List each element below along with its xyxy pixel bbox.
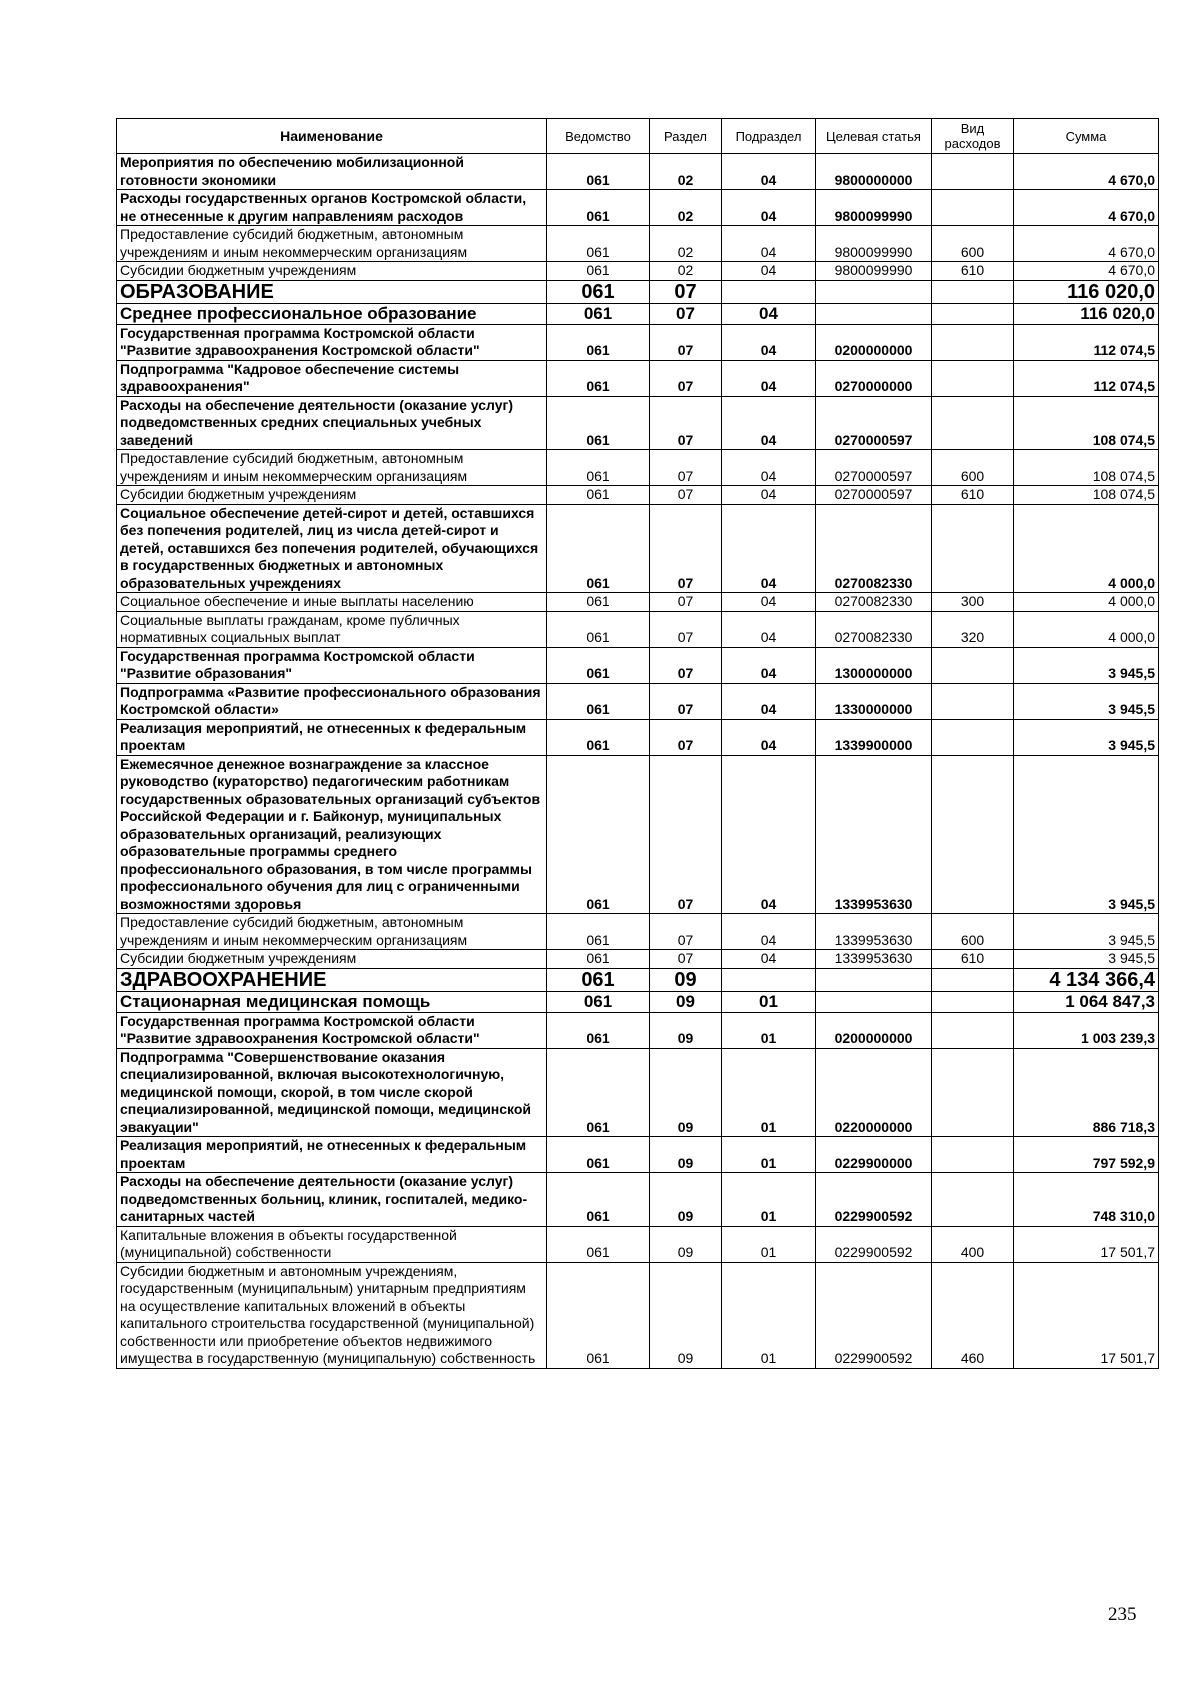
cell-summa: 4 134 366,4 [1014, 968, 1159, 991]
cell-summa: 1 003 239,3 [1014, 1012, 1159, 1048]
cell-vedomstvo: 061 [547, 593, 650, 612]
cell-vedomstvo: 061 [547, 360, 650, 396]
cell-summa: 3 945,5 [1014, 683, 1159, 719]
cell-celevaya: 0270000597 [816, 486, 932, 505]
cell-vid [932, 396, 1014, 450]
table-row [117, 450, 1159, 486]
cell-name: Субсидии бюджетным и автономным учреждениям, государственным (муниципальным) унитарным предприятиям на осуществление капитальных вложений в объекты капитального строительства государственной (муниципальной) собственности или приобретение объектов недвижимого имущества в государственную (муниципальную) собственность [117, 1262, 547, 1368]
cell-razdel: 07 [650, 324, 722, 360]
cell-vedomstvo: 061 [547, 755, 650, 914]
cell-podrazdel: 01 [722, 1262, 816, 1368]
cell-vid: 610 [932, 262, 1014, 281]
table-row [117, 360, 1159, 396]
cell-vid: 460 [932, 1262, 1014, 1368]
cell-celevaya: 0270000597 [816, 450, 932, 486]
table-row [117, 1137, 1159, 1173]
cell-vid [932, 1173, 1014, 1227]
cell-celevaya: 9800000000 [816, 154, 932, 190]
cell-celevaya [816, 968, 932, 991]
cell-name: Предоставление субсидий бюджетным, автономным учреждениям и иным некоммерческим организациям [117, 914, 547, 950]
cell-vedomstvo: 061 [547, 486, 650, 505]
cell-podrazdel: 04 [722, 719, 816, 755]
table-row [117, 226, 1159, 262]
cell-razdel: 02 [650, 226, 722, 262]
cell-name: Капитальные вложения в объекты государственной (муниципальной) собственности [117, 1226, 547, 1262]
cell-razdel: 07 [650, 280, 722, 303]
cell-celevaya: 1300000000 [816, 647, 932, 683]
cell-vid [932, 190, 1014, 226]
cell-podrazdel: 01 [722, 1226, 816, 1262]
cell-celevaya: 9800099990 [816, 190, 932, 226]
cell-celevaya: 0220000000 [816, 1048, 932, 1137]
cell-razdel: 09 [650, 968, 722, 991]
cell-vedomstvo: 061 [547, 991, 650, 1012]
cell-razdel: 09 [650, 991, 722, 1012]
cell-summa: 4 670,0 [1014, 154, 1159, 190]
cell-vid: 400 [932, 1226, 1014, 1262]
cell-summa: 112 074,5 [1014, 360, 1159, 396]
cell-vid: 600 [932, 450, 1014, 486]
cell-razdel: 07 [650, 683, 722, 719]
cell-vedomstvo: 061 [547, 154, 650, 190]
cell-vid [932, 647, 1014, 683]
cell-razdel: 07 [650, 719, 722, 755]
table-row [117, 154, 1159, 190]
table-row [117, 1048, 1159, 1137]
cell-razdel: 07 [650, 396, 722, 450]
cell-name: Субсидии бюджетным учреждениям [117, 262, 547, 281]
cell-razdel: 07 [650, 360, 722, 396]
table-row [117, 1262, 1159, 1368]
cell-summa: 4 000,0 [1014, 611, 1159, 647]
cell-razdel: 07 [650, 504, 722, 593]
cell-name: Мероприятия по обеспечению мобилизационной готовности экономики [117, 154, 547, 190]
cell-podrazdel: 04 [722, 611, 816, 647]
cell-summa: 3 945,5 [1014, 755, 1159, 914]
table-row [117, 719, 1159, 755]
cell-podrazdel: 04 [722, 755, 816, 914]
cell-summa: 3 945,5 [1014, 914, 1159, 950]
cell-celevaya: 0200000000 [816, 1012, 932, 1048]
cell-celevaya: 0270082330 [816, 593, 932, 612]
cell-celevaya: 0229900592 [816, 1226, 932, 1262]
cell-podrazdel: 01 [722, 1137, 816, 1173]
cell-vid [932, 1048, 1014, 1137]
cell-razdel: 09 [650, 1173, 722, 1227]
cell-vid: 610 [932, 950, 1014, 969]
cell-podrazdel: 04 [722, 950, 816, 969]
cell-summa: 3 945,5 [1014, 719, 1159, 755]
cell-summa: 108 074,5 [1014, 486, 1159, 505]
cell-razdel: 07 [650, 611, 722, 647]
table-row [117, 262, 1159, 281]
cell-summa: 3 945,5 [1014, 647, 1159, 683]
cell-name: ЗДРАВООХРАНЕНИЕ [117, 968, 547, 991]
cell-podrazdel: 04 [722, 683, 816, 719]
cell-podrazdel: 01 [722, 1173, 816, 1227]
cell-summa: 4 670,0 [1014, 190, 1159, 226]
cell-vedomstvo: 061 [547, 1012, 650, 1048]
cell-podrazdel: 04 [722, 396, 816, 450]
cell-summa: 797 592,9 [1014, 1137, 1159, 1173]
cell-vid [932, 1012, 1014, 1048]
cell-vid: 320 [932, 611, 1014, 647]
cell-vid: 600 [932, 226, 1014, 262]
table-row [117, 991, 1159, 1012]
cell-podrazdel [722, 968, 816, 991]
cell-summa: 108 074,5 [1014, 450, 1159, 486]
cell-name: Государственная программа Костромской области "Развитие здравоохранения Костромской области" [117, 324, 547, 360]
cell-summa: 116 020,0 [1014, 280, 1159, 303]
cell-name: Среднее профессиональное образование [117, 303, 547, 324]
header-razdel: Раздел [650, 119, 722, 154]
cell-razdel: 09 [650, 1012, 722, 1048]
cell-vid: 610 [932, 486, 1014, 505]
cell-celevaya [816, 303, 932, 324]
cell-podrazdel: 04 [722, 262, 816, 281]
cell-podrazdel: 04 [722, 303, 816, 324]
cell-celevaya [816, 991, 932, 1012]
cell-name: Субсидии бюджетным учреждениям [117, 950, 547, 969]
cell-podrazdel: 04 [722, 450, 816, 486]
cell-vedomstvo: 061 [547, 1137, 650, 1173]
cell-celevaya: 0229900592 [816, 1262, 932, 1368]
cell-razdel: 07 [650, 647, 722, 683]
cell-celevaya: 0200000000 [816, 324, 932, 360]
cell-vedomstvo: 061 [547, 647, 650, 683]
cell-vedomstvo: 061 [547, 226, 650, 262]
cell-podrazdel: 01 [722, 1048, 816, 1137]
header-summa: Сумма [1014, 119, 1159, 154]
cell-vid [932, 154, 1014, 190]
cell-summa: 3 945,5 [1014, 950, 1159, 969]
cell-razdel: 07 [650, 486, 722, 505]
cell-celevaya: 0270000597 [816, 396, 932, 450]
cell-podrazdel: 04 [722, 324, 816, 360]
cell-name: Реализация мероприятий, не отнесенных к федеральным проектам [117, 1137, 547, 1173]
table-row [117, 504, 1159, 593]
cell-vedomstvo: 061 [547, 719, 650, 755]
cell-name: Предоставление субсидий бюджетным, автономным учреждениям и иным некоммерческим организациям [117, 226, 547, 262]
header-vid: Вид расходов [932, 119, 1014, 154]
cell-summa: 748 310,0 [1014, 1173, 1159, 1227]
cell-name: Реализация мероприятий, не отнесенных к федеральным проектам [117, 719, 547, 755]
header-vedomstvo: Ведомство [547, 119, 650, 154]
cell-razdel: 09 [650, 1048, 722, 1137]
cell-name: Государственная программа Костромской области "Развитие здравоохранения Костромской области" [117, 1012, 547, 1048]
cell-name: Социальное обеспечение детей-сирот и детей, оставшихся без попечения родителей, лиц из числа детей-сирот и детей, оставшихся без попечения родителей, обучающихся в государственных бюджетных и автономных образовательных учреждениях [117, 504, 547, 593]
table-row [117, 968, 1159, 991]
cell-vedomstvo: 061 [547, 1048, 650, 1137]
cell-celevaya: 1339953630 [816, 914, 932, 950]
cell-celevaya: 0229900000 [816, 1137, 932, 1173]
cell-vedomstvo: 061 [547, 950, 650, 969]
cell-vedomstvo: 061 [547, 396, 650, 450]
cell-celevaya: 0270082330 [816, 504, 932, 593]
cell-name: Расходы на обеспечение деятельности (оказание услуг) подведомственных больниц, клиник, госпиталей, медико-санитарных частей [117, 1173, 547, 1227]
table-row [117, 950, 1159, 969]
cell-vedomstvo: 061 [547, 262, 650, 281]
cell-summa: 116 020,0 [1014, 303, 1159, 324]
cell-vedomstvo: 061 [547, 450, 650, 486]
cell-summa: 17 501,7 [1014, 1226, 1159, 1262]
cell-name: Подпрограмма "Кадровое обеспечение системы здравоохранения" [117, 360, 547, 396]
cell-vedomstvo: 061 [547, 280, 650, 303]
cell-vid [932, 755, 1014, 914]
cell-celevaya: 9800099990 [816, 226, 932, 262]
table-row [117, 1226, 1159, 1262]
table-row [117, 755, 1159, 914]
cell-celevaya: 0270082330 [816, 611, 932, 647]
cell-vedomstvo: 061 [547, 504, 650, 593]
cell-razdel: 02 [650, 262, 722, 281]
cell-celevaya: 0229900592 [816, 1173, 932, 1227]
table-row [117, 1173, 1159, 1227]
cell-vedomstvo: 061 [547, 611, 650, 647]
cell-name: Расходы государственных органов Костромской области, не отнесенные к другим направлениям расходов [117, 190, 547, 226]
cell-vedomstvo: 061 [547, 914, 650, 950]
cell-summa: 4 000,0 [1014, 593, 1159, 612]
cell-razdel: 07 [650, 303, 722, 324]
cell-vid [932, 1137, 1014, 1173]
cell-celevaya: 0270000000 [816, 360, 932, 396]
cell-vedomstvo: 061 [547, 324, 650, 360]
cell-celevaya: 9800099990 [816, 262, 932, 281]
cell-vedomstvo: 061 [547, 1173, 650, 1227]
cell-razdel: 07 [650, 450, 722, 486]
cell-vid [932, 360, 1014, 396]
cell-podrazdel: 04 [722, 593, 816, 612]
cell-celevaya: 1339953630 [816, 950, 932, 969]
budget-table [116, 118, 1159, 1369]
header-name: Наименование [117, 119, 547, 154]
table-row [117, 190, 1159, 226]
cell-summa: 4 670,0 [1014, 262, 1159, 281]
cell-vid [932, 991, 1014, 1012]
cell-vid [932, 324, 1014, 360]
header-podrazdel: Подраздел [722, 119, 816, 154]
cell-name: ОБРАЗОВАНИЕ [117, 280, 547, 303]
cell-vid [932, 280, 1014, 303]
cell-podrazdel [722, 280, 816, 303]
table-row [117, 647, 1159, 683]
table-row [117, 914, 1159, 950]
table-row [117, 1012, 1159, 1048]
page-number: 235 [1108, 1604, 1137, 1625]
cell-celevaya: 1330000000 [816, 683, 932, 719]
cell-name: Предоставление субсидий бюджетным, автономным учреждениям и иным некоммерческим организациям [117, 450, 547, 486]
cell-razdel: 02 [650, 190, 722, 226]
cell-podrazdel: 04 [722, 504, 816, 593]
cell-summa: 112 074,5 [1014, 324, 1159, 360]
cell-podrazdel: 01 [722, 1012, 816, 1048]
cell-podrazdel: 04 [722, 360, 816, 396]
table-row [117, 611, 1159, 647]
cell-name: Расходы на обеспечение деятельности (оказание услуг) подведомственных средних специальных учебных заведений [117, 396, 547, 450]
cell-razdel: 07 [650, 914, 722, 950]
table-row [117, 486, 1159, 505]
cell-name: Социальное обеспечение и иные выплаты населению [117, 593, 547, 612]
cell-razdel: 07 [650, 593, 722, 612]
cell-summa: 4 670,0 [1014, 226, 1159, 262]
cell-vedomstvo: 061 [547, 683, 650, 719]
cell-vid: 600 [932, 914, 1014, 950]
cell-podrazdel: 04 [722, 647, 816, 683]
cell-summa: 17 501,7 [1014, 1262, 1159, 1368]
cell-vedomstvo: 061 [547, 303, 650, 324]
cell-summa: 4 000,0 [1014, 504, 1159, 593]
cell-vid [932, 719, 1014, 755]
cell-name: Ежемесячное денежное вознаграждение за классное руководство (кураторство) педагогическим работникам государственных образовательных организаций субъектов Российской Федерации и г. Байконур, муниципальных образовательных организаций, реализующих образовательные программы среднего профессионального образования, в том числе программы профессионального обучения для лиц с ограниченными возможностями здоровья [117, 755, 547, 914]
cell-vedomstvo: 061 [547, 968, 650, 991]
cell-podrazdel: 04 [722, 154, 816, 190]
cell-summa: 108 074,5 [1014, 396, 1159, 450]
cell-name: Подпрограмма «Развитие профессионального образования Костромской области» [117, 683, 547, 719]
cell-vid [932, 303, 1014, 324]
cell-vid [932, 504, 1014, 593]
table-row [117, 280, 1159, 303]
cell-celevaya: 1339953630 [816, 755, 932, 914]
cell-celevaya: 1339900000 [816, 719, 932, 755]
cell-vid [932, 683, 1014, 719]
cell-name: Социальные выплаты гражданам, кроме публичных нормативных социальных выплат [117, 611, 547, 647]
header-row [117, 119, 1159, 154]
cell-razdel: 09 [650, 1262, 722, 1368]
cell-summa: 1 064 847,3 [1014, 991, 1159, 1012]
cell-vid [932, 968, 1014, 991]
cell-razdel: 02 [650, 154, 722, 190]
cell-name: Субсидии бюджетным учреждениям [117, 486, 547, 505]
cell-razdel: 07 [650, 755, 722, 914]
cell-podrazdel: 04 [722, 226, 816, 262]
header-celevaya: Целевая статья [816, 119, 932, 154]
cell-vedomstvo: 061 [547, 1226, 650, 1262]
table-row [117, 303, 1159, 324]
cell-podrazdel: 04 [722, 914, 816, 950]
cell-vid: 300 [932, 593, 1014, 612]
cell-name: Подпрограмма "Совершенствование оказания специализированной, включая высокотехнологичную, медицинской помощи, скорой, в том числе скорой специализированной, медицинской помощи, медицинской эвакуации" [117, 1048, 547, 1137]
cell-razdel: 09 [650, 1137, 722, 1173]
cell-razdel: 09 [650, 1226, 722, 1262]
cell-celevaya [816, 280, 932, 303]
table-row [117, 324, 1159, 360]
cell-name: Государственная программа Костромской области "Развитие образования" [117, 647, 547, 683]
cell-podrazdel: 04 [722, 486, 816, 505]
cell-razdel: 07 [650, 950, 722, 969]
table-row [117, 396, 1159, 450]
cell-vedomstvo: 061 [547, 1262, 650, 1368]
cell-podrazdel: 04 [722, 190, 816, 226]
table-row [117, 683, 1159, 719]
cell-vedomstvo: 061 [547, 190, 650, 226]
cell-summa: 886 718,3 [1014, 1048, 1159, 1137]
cell-podrazdel: 01 [722, 991, 816, 1012]
table-row [117, 593, 1159, 612]
cell-name: Стационарная медицинская помощь [117, 991, 547, 1012]
